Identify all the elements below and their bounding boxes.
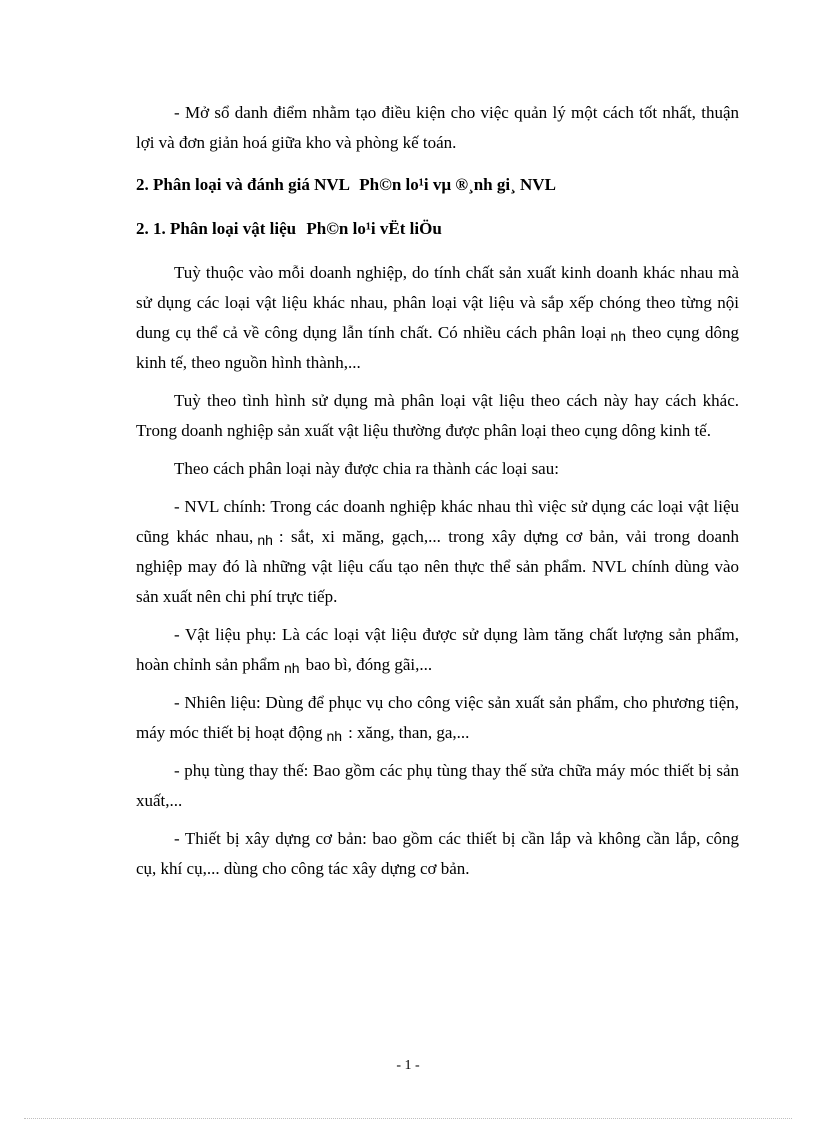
document-body — [136, 98, 739, 892]
paragraph-theo-cach: Theo cách phân loại này được chia ra thành các loại sau: — [174, 459, 559, 478]
paragraph-tuy-thuoc — [136, 258, 739, 378]
paragraph-tuy-theo: Tuỳ theo tình hình sử dụng mà phân loại vật liệu theo cách này hay cách khác. Trong doanh nghiệp sản xuất vật liệu thường được phân loại theo cụng dông kinh tế. — [136, 391, 739, 440]
paragraph-nvl-chinh-part-1: - NVL chính: Trong các doanh nghiệp khác nhau thì việc sử dụng các loại vật liệu cũng khác nhau, — [136, 497, 739, 546]
abbr-nh: nh — [257, 532, 273, 548]
paragraph-vat-lieu-phu-part-2: bao bì, đóng gãi,... — [305, 655, 433, 674]
paragraph-danh-diem: - Mở sổ danh điểm nhằm tạo điều kiện cho việc quản lý một cách tốt nhất, thuận lợi và đơn giản hoá giữa kho và phòng kế toán. — [136, 103, 739, 152]
paragraph-tuy-thuoc-part-1: Tuỳ thuộc vào mỗi doanh nghiệp, do tính chất sản xuất kinh doanh khác nhau mà sử dụng các loại vật liệu khác nhau, phân loại vật liệu và sắp xếp chóng theo từng nội dung cụ thể cả về công dụng lẫn tính chất. Có nhiều cách phân loại — [136, 263, 739, 342]
paragraph-thiet-bi: - Thiết bị xây dựng cơ bản: bao gồm các thiết bị cần lắp và không cần lắp, công cụ, khí cụ,... dùng cho công tác xây dựng cơ bản. — [136, 829, 739, 878]
paragraph-nvl-chinh-part-2: : sắt, xi măng, gạch,... trong xây dựng cơ bản, vải trong doanh nghiệp may đó là những vật liệu cấu tạo nên thực thể sản phẩm. NVL chính dùng vào sản xuất nên chi phí trực tiếp. — [136, 527, 739, 606]
paragraph-vat-lieu-phu-part-1: - Vật liệu phụ: Là các loại vật liệu được sử dụng làm tăng chất lượng sản phẩm, hoàn chỉnh sản phẩm — [136, 625, 739, 674]
paragraph-nhien-lieu-part-1: - Nhiên liệu: Dùng để phục vụ cho công việc sản xuất sản phẩm, cho phương tiện, máy móc thiết bị hoạt động — [136, 693, 739, 742]
abbr-nh: nh — [326, 728, 343, 744]
paragraph-nhien-lieu-part-2: : xăng, than, ga,... — [348, 723, 470, 742]
heading-section-2-1-legacy-text: Ph©n lo¹i vËt liÖu — [306, 219, 442, 238]
paragraph-nvl-chinh — [136, 492, 739, 612]
paragraph-nhien-lieu — [136, 688, 739, 748]
heading-section-2-1 — [136, 214, 739, 244]
heading-section-2-text: 2. Phân loại và đánh giá NVL — [136, 175, 350, 194]
page-number: - 1 - — [396, 1058, 420, 1073]
paragraph-tuy-thuoc-part-2: theo cụng dông kinh tế, theo nguồn hình thành,... — [136, 323, 739, 372]
page-bottom-border — [24, 1118, 792, 1119]
heading-section-2-1-text: 2. 1. Phân loại vật liệu — [136, 219, 297, 238]
abbr-nh: nh — [284, 660, 300, 676]
heading-section-2-legacy-text: Ph©n lo¹i vµ ®¸nh gi¸ NVL — [359, 175, 556, 194]
paragraph-phu-tung: - phụ tùng thay thế: Bao gồm các phụ tùng thay thế sửa chữa máy móc thiết bị sản xuất,... — [136, 761, 739, 810]
abbr-nh: nh — [610, 328, 627, 344]
paragraph-vat-lieu-phu — [136, 620, 739, 680]
heading-section-2 — [136, 170, 739, 200]
